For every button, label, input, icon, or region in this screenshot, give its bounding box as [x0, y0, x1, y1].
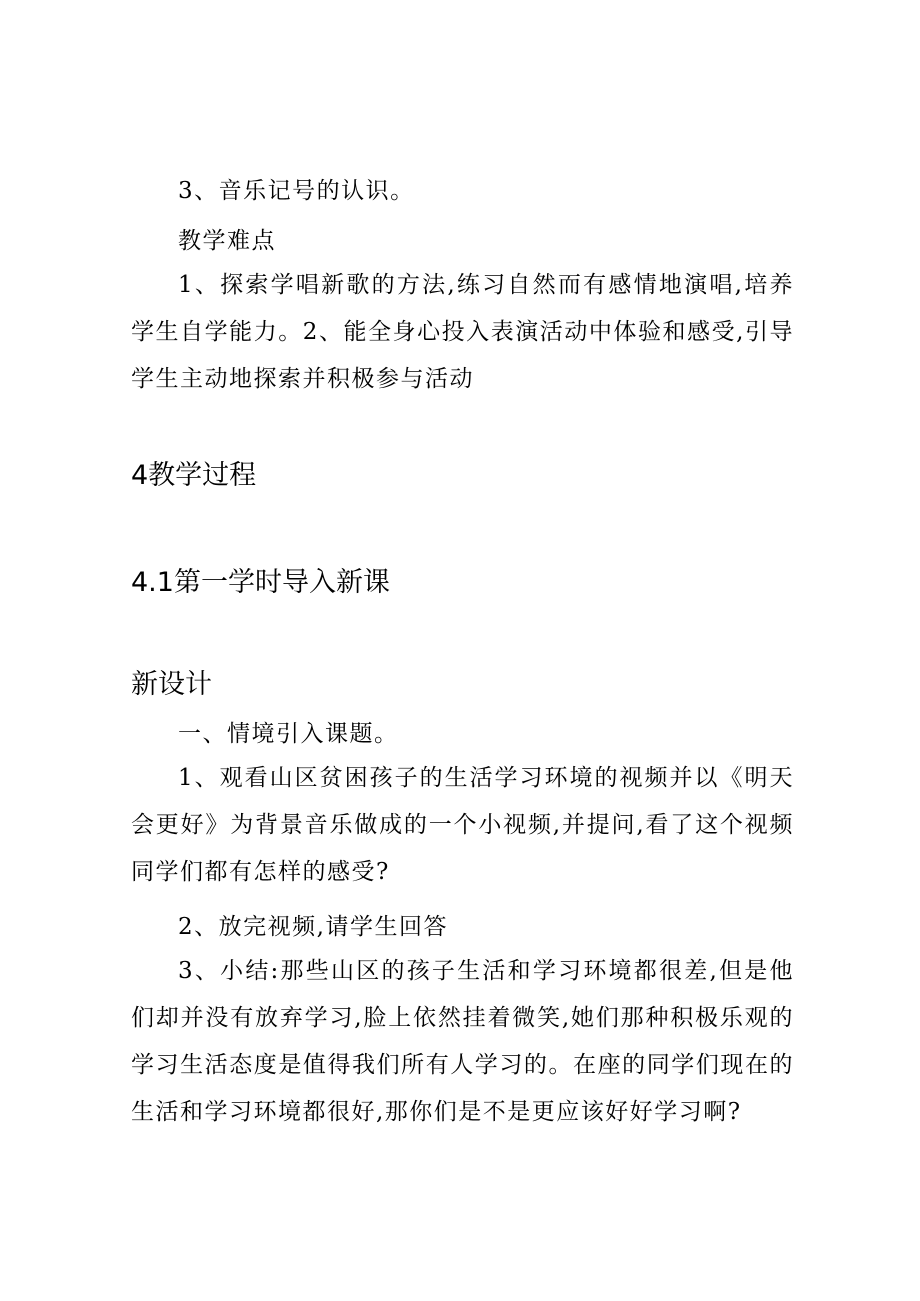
section-heading-teaching-process: 4教学过程 — [131, 460, 257, 491]
teaching-difficulty-label: 教学难点 — [178, 228, 276, 254]
step-intro-heading: 一、情境引入课题。 — [178, 721, 399, 747]
text-line-music-notation: 3、音乐记号的认识。 — [178, 178, 415, 204]
list-item-summary: 3、小结:那些山区的孩子生活和学习环境都很差,但是他们却并没有放弃学习,脸上依然挂着微笑,她们那种积极乐观的学习生活态度是值得我们所有人学习的。在座的同学们现在的生活和学习环境都很好,那你们是不是更应该好好学习啊? — [131, 958, 794, 1125]
section-heading-new-design: 新设计 — [131, 669, 212, 700]
section-heading-first-lesson: 4.1第一学时导入新课 — [131, 567, 390, 598]
teaching-difficulty-paragraph: 1、探索学唱新歌的方法,练习自然而有感情地演唱,培养学生自学能力。2、能全身心投入表演活动中体验和感受,引导学生主动地探索并积极参与活动 — [131, 272, 794, 392]
list-item-watch-video: 1、观看山区贫困孩子的生活学习环境的视频并以《明天会更好》为背景音乐做成的一个小视频,并提问,看了这个视频同学们都有怎样的感受? — [131, 765, 794, 885]
list-item-student-answer: 2、放完视频,请学生回答 — [178, 914, 448, 940]
